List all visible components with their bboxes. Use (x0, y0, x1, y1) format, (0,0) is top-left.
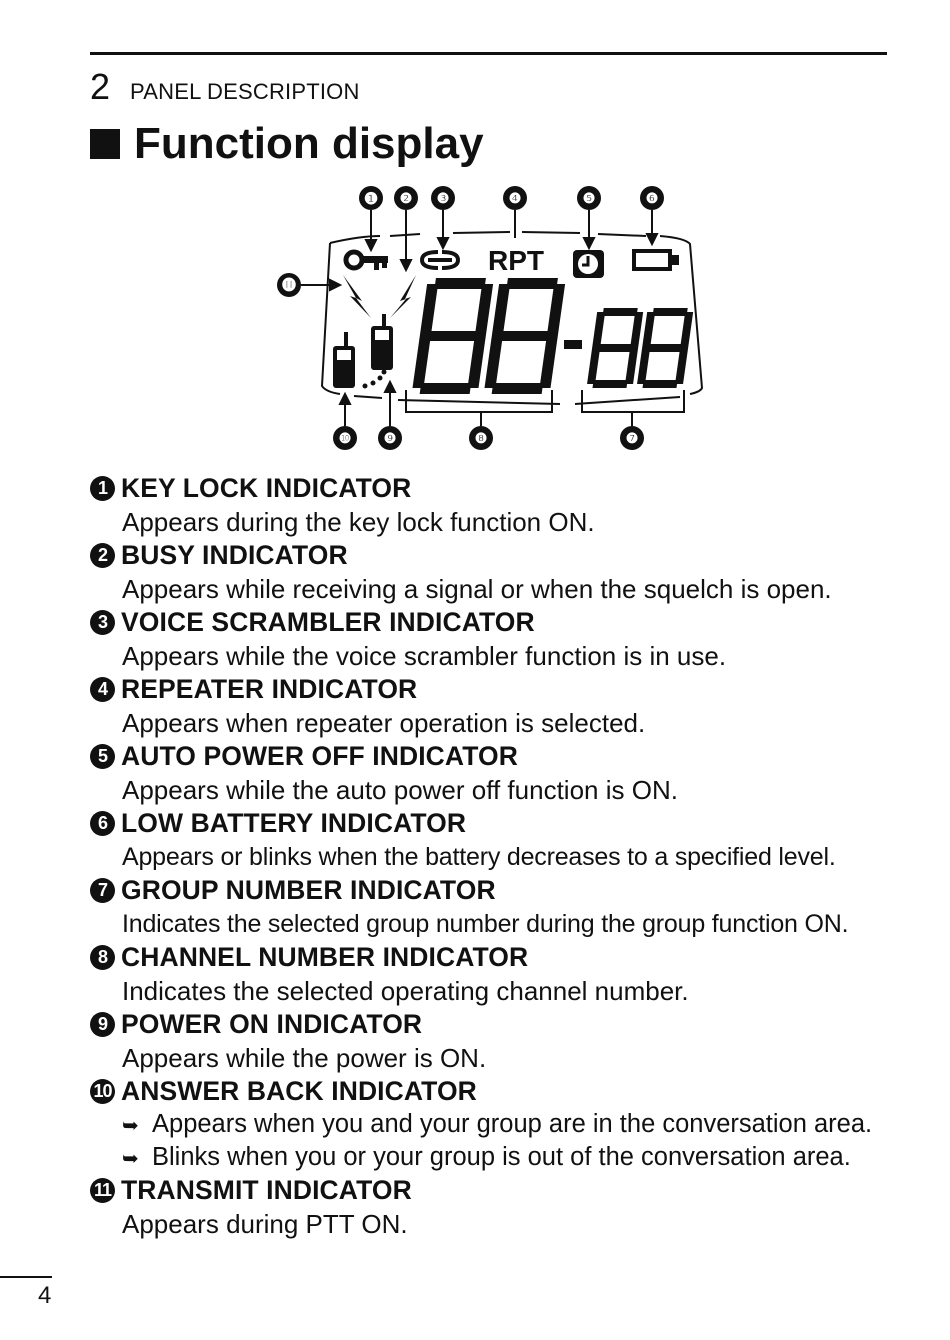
list-item (90, 606, 890, 673)
item-number-badge: 1 (90, 476, 115, 501)
battery-icon (634, 251, 679, 269)
callout-5-label: ❺ (582, 190, 596, 206)
item-number-badge: 4 (90, 677, 115, 702)
arrow-bullet-icon: ➥ (122, 1148, 139, 1170)
item-title: LOW BATTERY INDICATOR (121, 808, 467, 838)
item-title: BUSY INDICATOR (121, 540, 348, 570)
transmit-icon (343, 275, 371, 318)
item-title: POWER ON INDICATOR (121, 1009, 423, 1039)
arrow-bullet-icon: ➥ (122, 1115, 139, 1137)
list-item (90, 1075, 890, 1174)
section-title (90, 116, 484, 172)
item-description: Appears while receiving a signal or when the squelch is open. (122, 574, 832, 604)
callout-3-label: ❸ (436, 190, 450, 206)
callout-9-label: ❾ (383, 430, 397, 446)
chapter-heading (90, 66, 360, 110)
item-bullet (90, 1108, 890, 1141)
item-bullet-text: Appears when you and your group are in the conversation area. (152, 1110, 873, 1138)
section-title-text: Function display (134, 119, 484, 168)
list-item (90, 807, 890, 874)
list-item (90, 1008, 890, 1075)
item-number-badge: 3 (90, 610, 115, 635)
top-rule (90, 52, 887, 55)
indicator-list (90, 472, 890, 1241)
item-number-badge: 6 (90, 811, 115, 836)
key-icon (346, 252, 388, 270)
item-number-badge: 10 (90, 1079, 115, 1104)
callout-1 (359, 186, 383, 210)
list-item (90, 874, 890, 941)
lcd-diagram (270, 178, 720, 458)
busy-icon (390, 275, 416, 318)
list-item (90, 539, 890, 606)
repeater-label: RPT (488, 245, 544, 276)
item-title: GROUP NUMBER INDICATOR (121, 875, 496, 905)
item-description: Appears while the auto power off function is ON. (122, 775, 678, 805)
callout-1-label: ❶ (363, 191, 379, 208)
callout-11-label: ⓫ (282, 277, 296, 293)
item-title: REPEATER INDICATOR (121, 674, 418, 704)
power-on-radio-icon (371, 314, 393, 370)
item-title: AUTO POWER OFF INDICATOR (121, 741, 518, 771)
item-number-badge: 7 (90, 878, 115, 903)
callout-2-label: ❷ (399, 190, 413, 206)
item-number-badge: 2 (90, 543, 115, 568)
page-number: 4 (38, 1282, 52, 1309)
scrambler-icon (422, 252, 458, 268)
chapter-number: 2 (90, 66, 111, 107)
item-bullet (90, 1141, 890, 1174)
callout-8-label: ❽ (474, 430, 488, 446)
auto-power-off-icon (573, 250, 604, 278)
callout-6-label: ❻ (645, 190, 659, 206)
group-number-digits (586, 308, 693, 388)
item-description: Indicates the selected group number during the group function ON. (122, 910, 849, 938)
item-title: TRANSMIT INDICATOR (121, 1175, 412, 1205)
list-item (90, 740, 890, 807)
item-description: Appears while the power is ON. (122, 1043, 487, 1073)
list-item (90, 472, 890, 539)
item-title: CHANNEL NUMBER INDICATOR (121, 942, 529, 972)
item-description: Appears or blinks when the battery decreases to a specified level. (122, 843, 836, 871)
square-bullet-icon (90, 129, 120, 159)
callout-10-label: ❿ (338, 430, 352, 446)
callout-7-label: ❼ (625, 430, 639, 446)
footer-rule (0, 1276, 52, 1278)
item-description: Indicates the selected operating channel number. (122, 976, 689, 1006)
item-number-badge: 5 (90, 744, 115, 769)
power-on-dots-icon (363, 370, 387, 389)
item-number-badge: 11 (90, 1178, 115, 1203)
list-item (90, 1174, 890, 1241)
channel-number-digits (412, 278, 566, 394)
item-description: Appears while the voice scrambler function is in use. (122, 641, 727, 671)
item-description: Appears during PTT ON. (122, 1209, 408, 1239)
item-description: Appears when repeater operation is selected. (122, 708, 646, 738)
list-item (90, 941, 890, 1008)
item-number-badge: 8 (90, 945, 115, 970)
callout-4-label: ❹ (508, 190, 522, 206)
digit-dash (564, 340, 582, 349)
answer-back-radio-icon (333, 332, 355, 388)
item-number-badge: 9 (90, 1012, 115, 1037)
item-title: KEY LOCK INDICATOR (121, 473, 412, 503)
list-item (90, 673, 890, 740)
item-description: Appears during the key lock function ON. (122, 507, 595, 537)
item-title: ANSWER BACK INDICATOR (121, 1076, 477, 1106)
chapter-title: PANEL DESCRIPTION (130, 79, 360, 104)
item-title: VOICE SCRAMBLER INDICATOR (121, 607, 535, 637)
item-bullet-text: Blinks when you or your group is out of the conversation area. (152, 1143, 851, 1171)
